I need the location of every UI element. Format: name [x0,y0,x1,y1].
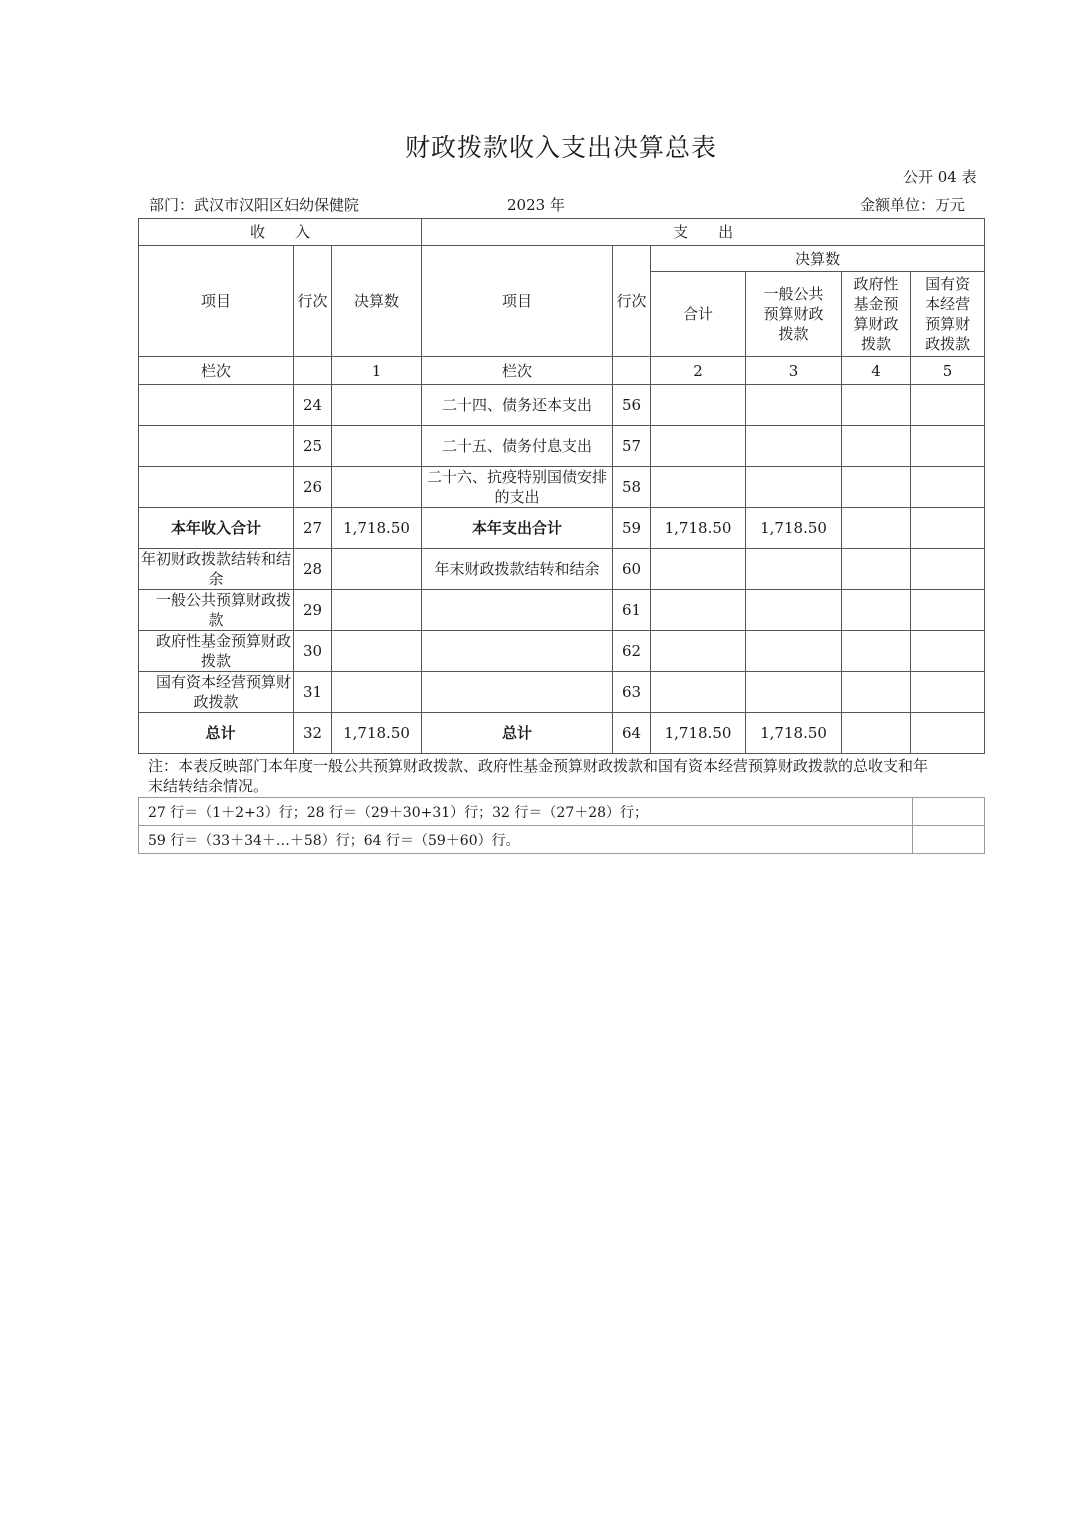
state-capital-amount [911,631,985,672]
income-row-no: 30 [294,631,332,672]
income-item [139,385,294,426]
formula-line: 59 行＝（33＋34＋…＋58）行；64 行＝（59＋60）行。 [139,826,913,854]
form-number: 公开 04 表 [903,168,977,186]
expense-row-no: 62 [613,631,651,672]
income-amount [332,590,422,631]
table-row [139,713,985,754]
expense-item: 年末财政拨款结转和结余 [422,549,613,590]
total-amount [651,385,746,426]
gov-fund-amount [842,672,911,713]
state-capital-amount [911,713,985,754]
state-capital-amount [911,672,985,713]
column-5: 5 [911,357,985,385]
table-row [139,426,985,467]
income-row-no: 25 [294,426,332,467]
income-row-no: 29 [294,590,332,631]
column-blank [294,357,332,385]
expense-row-no: 58 [613,467,651,508]
gov-fund-amount [842,467,911,508]
income-amount [332,426,422,467]
gov-fund-amount [842,426,911,467]
income-amount: 1,718.50 [332,713,422,754]
state-capital-amount [911,508,985,549]
total-amount [651,426,746,467]
total-amount [651,590,746,631]
table-row [139,385,985,426]
expense-item [422,672,613,713]
state-capital-amount [911,549,985,590]
income-row-no: 27 [294,508,332,549]
state-capital-amount [911,385,985,426]
table-row [139,631,985,672]
total-amount: 1,718.50 [651,713,746,754]
gov-fund-amount [842,590,911,631]
state-capital-header: 国有资本经营预算财政拨款 [911,272,985,357]
general-budget-amount [746,385,842,426]
general-budget-amount: 1,718.50 [746,508,842,549]
income-row-no: 24 [294,385,332,426]
general-budget-header: 一般公共预算财政拨款 [746,272,842,357]
column-label: 栏次 [139,357,294,385]
expense-row-no: 60 [613,549,651,590]
column-label-2: 栏次 [422,357,613,385]
general-budget-amount [746,467,842,508]
column-4: 4 [842,357,911,385]
gov-fund-amount [842,631,911,672]
income-item: 国有资本经营预算财政拨款 [139,672,294,713]
page-title: 财政拨款收入支出决算总表 [404,133,717,162]
general-budget-amount [746,426,842,467]
income-row-no: 28 [294,549,332,590]
table-row [139,672,985,713]
state-capital-amount [911,590,985,631]
income-item [139,467,294,508]
expense-item: 二十六、抗疫特别国债安排的支出 [422,467,613,508]
total-amount [651,549,746,590]
income-amount-header: 决算数 [332,246,422,357]
final-amount-header: 决算数 [651,246,985,272]
expense-item [422,631,613,672]
table-row [139,590,985,631]
expense-row-no: 56 [613,385,651,426]
formula-line: 27 行＝（1＋2+3）行；28 行＝（29＋30+31）行；32 行＝（27＋28）行； [139,798,913,826]
expense-item: 本年支出合计 [422,508,613,549]
expense-row-no: 64 [613,713,651,754]
budget-table [138,218,985,754]
expense-header: 支 出 [422,219,985,246]
general-budget-amount [746,549,842,590]
year-label: 2023 年 [507,196,565,214]
income-item: 一般公共预算财政拨款 [139,590,294,631]
unit-label: 金额单位：万元 [860,196,966,214]
state-capital-amount [911,426,985,467]
gov-fund-amount [842,508,911,549]
column-3: 3 [746,357,842,385]
income-item-header: 项目 [139,246,294,357]
expense-row-no: 63 [613,672,651,713]
column-blank-2 [613,357,651,385]
income-row-no: 31 [294,672,332,713]
total-amount [651,672,746,713]
table-row [139,549,985,590]
expense-row-no: 57 [613,426,651,467]
general-budget-amount: 1,718.50 [746,713,842,754]
expense-item [422,590,613,631]
gov-fund-amount [842,713,911,754]
income-row-no-header: 行次 [294,246,332,357]
income-item: 本年收入合计 [139,508,294,549]
gov-fund-header: 政府性基金预算财政拨款 [842,272,911,357]
expense-row-no-header: 行次 [613,246,651,357]
income-row-no: 26 [294,467,332,508]
column-2: 2 [651,357,746,385]
income-row-no: 32 [294,713,332,754]
expense-item: 二十五、债务付息支出 [422,426,613,467]
general-budget-amount [746,590,842,631]
formula-blank [913,798,985,826]
department-label: 部门：武汉市汉阳区妇幼保健院 [149,196,360,214]
income-amount [332,467,422,508]
income-amount [332,549,422,590]
expense-row-no: 59 [613,508,651,549]
income-header: 收 入 [139,219,422,246]
gov-fund-amount [842,549,911,590]
expense-row-no: 61 [613,590,651,631]
expense-item: 二十四、债务还本支出 [422,385,613,426]
income-item: 年初财政拨款结转和结余 [139,549,294,590]
table-row [139,508,985,549]
expense-item-header: 项目 [422,246,613,357]
income-item: 政府性基金预算财政拨款 [139,631,294,672]
total-amount [651,631,746,672]
formula-table [138,797,985,854]
income-item [139,426,294,467]
total-header: 合计 [651,272,746,357]
expense-item: 总计 [422,713,613,754]
general-budget-amount [746,672,842,713]
state-capital-amount [911,467,985,508]
general-budget-amount [746,631,842,672]
total-amount: 1,718.50 [651,508,746,549]
income-item: 总计 [139,713,294,754]
income-amount [332,672,422,713]
gov-fund-amount [842,385,911,426]
column-1: 1 [332,357,422,385]
income-amount [332,385,422,426]
income-amount [332,631,422,672]
table-note: 注：本表反映部门本年度一般公共预算财政拨款、政府性基金预算财政拨款和国有资本经营预算财政拨款的总收支和年末结转结余情况。 [148,757,929,795]
income-amount: 1,718.50 [332,508,422,549]
formula-blank [913,826,985,854]
total-amount [651,467,746,508]
table-row [139,467,985,508]
